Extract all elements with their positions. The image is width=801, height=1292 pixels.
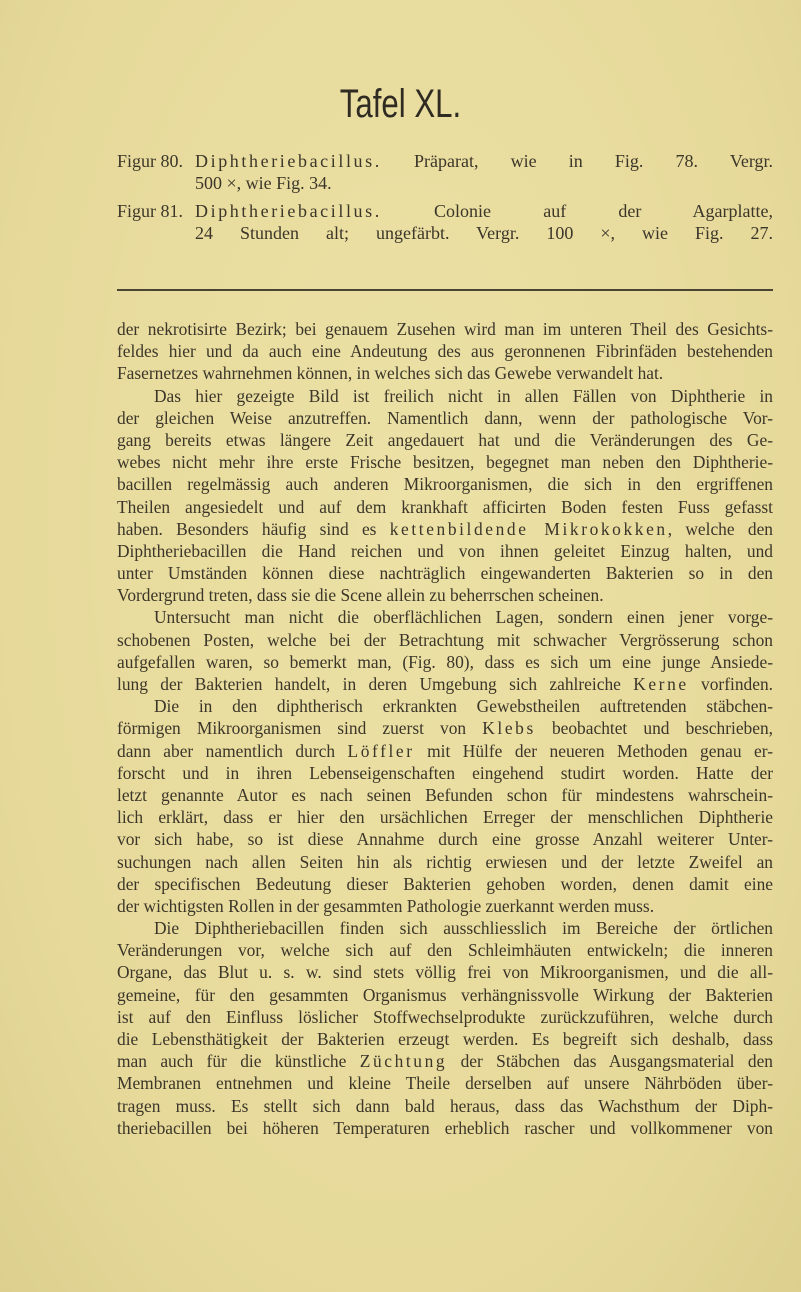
text-segment: , welche den — [667, 518, 773, 539]
text-line — [117, 984, 773, 1006]
text-segment: die Lebensthätigkeit der Bakterien erzeugt werden. Es begreift sich deshalb, dass — [117, 1029, 773, 1049]
text-line — [117, 1006, 773, 1028]
text-segment: der specifischen Bedeutung dieser Bakterien gehoben worden, denen damit eine — [117, 873, 773, 894]
text-segment: der wichtigsten Rollen in der gesammten Pathologie zuerkannt werden muss. — [117, 895, 655, 916]
text-segment: Theilen angesiedelt und auf dem krankhaft afficirten Boden festen Fuss gefasst — [117, 496, 773, 517]
spaced-text: Züchtung — [359, 1051, 448, 1072]
text-segment: Membranen entnehmen und kleine Theile derselben auf unsere Nährböden über- — [117, 1073, 773, 1094]
text-segment: der Stäbchen das Ausgangsmaterial den — [447, 1051, 773, 1072]
text-segment: Veränderungen vor, welche sich auf den Schleimhäuten entwickeln; die inneren — [117, 940, 773, 961]
text-segment: theriebacillen bei höheren Temperaturen erheblich rascher und vollkommener von — [117, 1117, 773, 1138]
text-segment: Diphtheriebacillen die Hand reichen und von ihnen geleitet Einzug halten, und — [117, 540, 773, 561]
caption-line — [195, 150, 773, 172]
text-line — [117, 917, 773, 939]
text-line — [117, 873, 773, 895]
text-segment: dann aber namentlich durch — [117, 740, 348, 761]
text-segment: 24 Stunden alt; ungefärbt. Vergr. 100 ×, wie Fig. 27. — [195, 223, 773, 243]
text-line — [117, 496, 773, 518]
text-segment: Die Diphtheriebacillen finden sich ausschliesslich im Bereiche der örtlichen — [154, 918, 773, 939]
text-line — [117, 828, 773, 850]
text-segment: tragen muss. Es stellt sich dann bald heraus, dass das Wachsthum der Diph- — [117, 1095, 773, 1116]
spaced-text: kettenbildende Mikrokokken — [389, 518, 668, 539]
caption-line — [195, 222, 773, 244]
text-line — [117, 695, 773, 717]
text-line — [117, 1072, 773, 1094]
text-line — [117, 1050, 773, 1072]
text-line — [117, 518, 773, 540]
spaced-text: Diphtheriebacillus. — [195, 151, 382, 171]
text-line — [117, 1117, 773, 1139]
text-segment: man auch für die künstliche — [117, 1051, 360, 1072]
figure-description — [195, 200, 773, 244]
caption-line — [195, 200, 773, 222]
body-text — [117, 318, 773, 1139]
text-segment: letzt genannte Autor es nach seinen Befunden schon für mindestens wahrschein- — [117, 784, 773, 805]
text-line — [117, 606, 773, 628]
text-segment: suchungen nach allen Seiten hin als richtig erwiesen und der letzte Zweifel an — [117, 851, 773, 872]
text-line — [117, 673, 773, 695]
text-segment: aufgefallen waren, so bemerkt man, (Fig. 80), dass es sich um eine junge Ansiede- — [117, 651, 773, 672]
text-segment: 500 ×, wie Fig. 34. — [195, 173, 332, 193]
text-line — [117, 895, 773, 917]
text-segment: förmigen Mikroorganismen sind zuerst von — [117, 718, 483, 739]
figure-description — [195, 150, 773, 194]
text-line — [117, 429, 773, 451]
text-segment: Colonie auf der Agarplatte, — [381, 201, 773, 221]
text-segment: vorfinden. — [688, 674, 773, 694]
text-line — [117, 961, 773, 983]
text-segment: ist auf den Einfluss löslicher Stoffwechselprodukte zurückzuführen, welche durch — [117, 1006, 773, 1027]
text-segment: gemeine, für den gesammten Organismus verhängnissvolle Wirkung der Bakterien — [117, 984, 773, 1005]
text-line — [117, 762, 773, 784]
text-line — [117, 806, 773, 828]
text-segment: unter Umständen können diese nachträglich eingewanderten Bakterien so in den — [117, 563, 773, 584]
text-segment: gang bereits etwas längere Zeit angedauert hat und die Veränderungen des Ge- — [117, 429, 773, 450]
text-line — [117, 740, 773, 762]
text-segment: lich erklärt, dass er hier den ursächlichen Erreger der menschlichen Diphtherie — [117, 807, 773, 828]
text-line — [117, 362, 773, 384]
text-segment: vor sich habe, so ist diese Annahme durch eine grosse Anzahl weiterer Unter- — [117, 829, 773, 850]
text-line — [117, 1095, 773, 1117]
text-line — [117, 540, 773, 562]
spaced-text: Kerne — [633, 674, 689, 694]
text-line — [117, 1028, 773, 1050]
text-line — [117, 340, 773, 362]
plate-title: Tafel XL. — [339, 82, 462, 126]
text-segment: Untersucht man nicht die oberflächlichen Lagen, sondern einen jener vorge- — [154, 607, 773, 628]
text-line — [117, 651, 773, 673]
text-line — [117, 717, 773, 739]
figure-label: Figur 81. — [117, 201, 184, 221]
spaced-text: Löffler — [347, 740, 415, 761]
text-line — [117, 318, 773, 340]
text-segment: webes nicht mehr ihre erste Frische besitzen, begegnet man neben den Diphtherie- — [117, 452, 773, 473]
spaced-text: Diphtheriebacillus. — [195, 201, 382, 221]
text-segment: lung der Bakterien handelt, in deren Umgebung sich zahlreiche — [117, 674, 634, 694]
text-segment: Organe, das Blut u. s. w. sind stets völlig frei von Mikroorganismen, und die all- — [117, 962, 773, 983]
text-segment: Präparat, wie in Fig. 78. Vergr. — [381, 151, 773, 171]
spaced-text: Klebs — [482, 718, 536, 739]
figure-label: Figur 80. — [117, 151, 184, 171]
caption-line — [195, 172, 773, 194]
text-line — [117, 407, 773, 429]
text-segment: bacillen regelmässig auch anderen Mikroorganismen, die sich in den ergriffenen — [117, 474, 773, 495]
horizontal-rule — [117, 289, 773, 291]
text-segment: der nekrotisirte Bezirk; bei genauem Zusehen wird man im unteren Theil des Gesichts- — [117, 319, 773, 339]
text-segment: beobachtet und beschrieben, — [535, 718, 773, 739]
text-line — [117, 784, 773, 806]
text-line — [117, 562, 773, 584]
text-segment: forscht und in ihren Lebenseigenschaften eingehend studirt worden. Hatte der — [117, 762, 773, 783]
text-segment: Vordergrund treten, dass sie die Scene allein zu beherrschen scheinen. — [117, 585, 604, 606]
text-segment: mit Hülfe der neueren Methoden genau er- — [414, 740, 773, 761]
text-segment: Die in den diphtherisch erkrankten Gewebstheilen auftretenden stäbchen- — [154, 696, 773, 717]
text-segment: schobenen Posten, welche bei der Betrachtung mit schwacher Vergrösserung schon — [117, 629, 773, 650]
text-segment: feldes hier und da auch eine Andeutung des aus geronnenen Fibrinfäden bestehenden — [117, 341, 773, 362]
text-line — [117, 385, 773, 407]
text-line — [117, 451, 773, 473]
text-line — [117, 939, 773, 961]
text-segment: der gleichen Weise anzutreffen. Namentlich dann, wenn der pathologische Vor- — [117, 407, 773, 428]
text-segment: Das hier gezeigte Bild ist freilich nicht in allen Fällen von Diphtherie in — [154, 385, 773, 406]
text-line — [117, 584, 773, 606]
text-line — [117, 629, 773, 651]
text-segment: Fasernetzes wahrnehmen können, in welches sich das Gewebe verwandelt hat. — [117, 363, 664, 384]
text-line — [117, 851, 773, 873]
text-line — [117, 473, 773, 495]
text-segment: haben. Besonders häufig sind es — [117, 518, 390, 539]
